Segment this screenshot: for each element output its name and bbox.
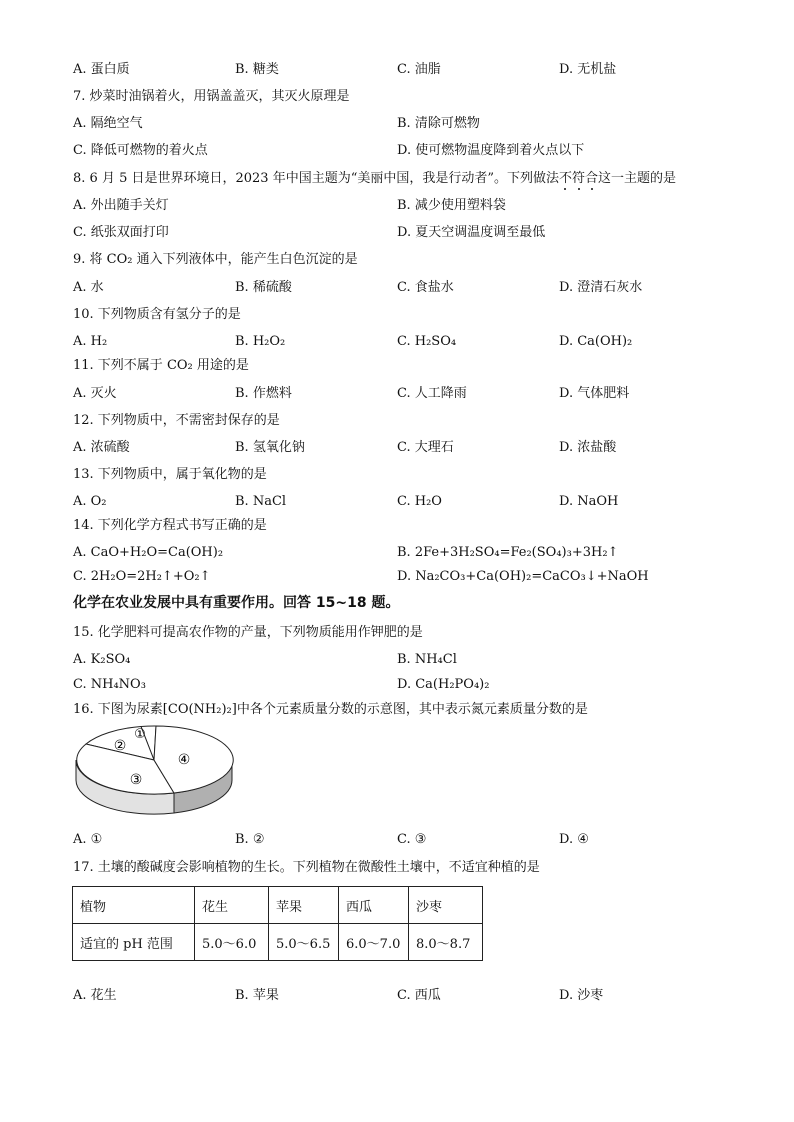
q16-option-d: D. ④ — [559, 832, 589, 847]
q11-option-d: D. 气体肥料 — [559, 386, 630, 401]
q7-option-a: A. 隔绝空气 — [73, 116, 143, 131]
q7-option-d: D. 使可燃物温度降到着火点以下 — [397, 143, 585, 158]
ph-table — [72, 886, 483, 961]
emphasis-dot — [578, 188, 580, 190]
q8-stem: 8. 6 月 5 日是世界环境日，2023 年中国主题为“美丽中国，我是行动者”。下列做法不 符 合 这一主题的是 — [73, 171, 676, 187]
q14-option-a: A. CaO+H₂O=Ca(OH)₂ — [73, 545, 224, 560]
q8-emphasis-char: 合 — [585, 171, 598, 186]
q14-option-c: C. 2H₂O=2H₂↑+O₂↑ — [73, 569, 211, 584]
q14-option-d: D. Na₂CO₃+Ca(OH)₂=CaCO₃↓+NaOH — [397, 569, 649, 584]
q13-option-c: C. H₂O — [397, 494, 442, 509]
q12-option-c: C. 大理石 — [397, 440, 454, 455]
q7-option-b: B. 清除可燃物 — [397, 116, 480, 131]
table-header-cell: 西瓜 — [339, 887, 409, 924]
q13-option-d: D. NaOH — [559, 494, 619, 509]
q14-option-b: B. 2Fe+3H₂SO₄=Fe₂(SO₄)₃+3H₂↑ — [397, 545, 619, 560]
q11-stem: 11. 下列不属于 CO₂ 用途的是 — [73, 358, 249, 373]
q7-option-c: C. 降低可燃物的着火点 — [73, 143, 208, 158]
table-cell: 适宜的 pH 范围 — [73, 924, 195, 961]
table-cell: 6.0～7.0 — [339, 924, 409, 961]
q15-option-b: B. NH₄Cl — [397, 652, 457, 667]
q6-option-d: D. 无机盐 — [559, 62, 617, 77]
q13-option-b: B. NaCl — [235, 494, 287, 509]
q17-option-d: D. 沙枣 — [559, 988, 604, 1003]
q8-emphasis-char: 符 — [572, 171, 585, 186]
emphasis-dot — [564, 188, 566, 190]
table-header-cell: 花生 — [195, 887, 269, 924]
q9-option-c: C. 食盐水 — [397, 280, 454, 295]
table-header-cell: 苹果 — [269, 887, 339, 924]
q17-stem: 17. 土壤的酸碱度会影响植物的生长。下列植物在微酸性土壤中，不适宜种植的是 — [73, 860, 540, 875]
q10-option-a: A. H₂ — [73, 334, 108, 349]
q10-option-c: C. H₂SO₄ — [397, 334, 457, 349]
pie-label-2: ② — [113, 738, 127, 754]
q15-option-a: A. K₂SO₄ — [73, 652, 131, 667]
q17-option-b: B. 苹果 — [235, 988, 279, 1003]
table-row — [73, 887, 483, 924]
pie-label-3: ③ — [129, 772, 143, 788]
q12-option-d: D. 浓盐酸 — [559, 440, 617, 455]
q6-option-a: A. 蛋白质 — [73, 62, 130, 77]
q16-option-b: B. ② — [235, 832, 265, 847]
q15-option-c: C. NH₄NO₃ — [73, 677, 146, 692]
urea-pie-chart — [74, 724, 234, 824]
q11-option-c: C. 人工降雨 — [397, 386, 467, 401]
q11-option-b: B. 作燃料 — [235, 386, 292, 401]
q11-option-a: A. 灭火 — [73, 386, 117, 401]
section-heading: 化学在农业发展中具有重要作用。回答 15~18 题。 — [73, 595, 400, 611]
table-cell: 8.0～8.7 — [409, 924, 483, 961]
q12-option-b: B. 氢氧化钠 — [235, 440, 305, 455]
q12-option-a: A. 浓硫酸 — [73, 440, 130, 455]
q9-option-d: D. 澄清石灰水 — [559, 280, 643, 295]
q8-option-c: C. 纸张双面打印 — [73, 225, 169, 240]
q8-option-a: A. 外出随手关灯 — [73, 198, 169, 213]
q6-option-b: B. 糖类 — [235, 62, 279, 77]
q8-option-d: D. 夏天空调温度调至最低 — [397, 225, 546, 240]
pie-label-4: ④ — [177, 752, 191, 768]
q13-stem: 13. 下列物质中，属于氧化物的是 — [73, 467, 267, 482]
q9-stem: 9. 将 CO₂ 通入下列液体中，能产生白色沉淀的是 — [73, 252, 358, 267]
q9-option-b: B. 稀硫酸 — [235, 280, 292, 295]
q6-option-c: C. 油脂 — [397, 62, 441, 77]
q15-option-d: D. Ca(H₂PO₄)₂ — [397, 677, 490, 692]
table-row — [73, 924, 483, 961]
q10-option-d: D. Ca(OH)₂ — [559, 334, 633, 349]
q8-emphasis-char: 不 — [559, 171, 572, 186]
table-header-cell: 植物 — [73, 887, 195, 924]
pie-label-1: ① — [134, 727, 146, 742]
table-cell: 5.0～6.0 — [195, 924, 269, 961]
q16-option-a: A. ① — [73, 832, 103, 847]
q16-stem: 16. 下图为尿素[CO(NH₂)₂]中各个元素质量分数的示意图，其中表示氮元素质量分数的是 — [73, 702, 588, 717]
q17-option-c: C. 西瓜 — [397, 988, 441, 1003]
q17-option-a: A. 花生 — [73, 988, 117, 1003]
q9-option-a: A. 水 — [73, 280, 104, 295]
q10-stem: 10. 下列物质含有氢分子的是 — [73, 307, 241, 322]
q12-stem: 12. 下列物质中，不需密封保存的是 — [73, 413, 280, 428]
q13-option-a: A. O₂ — [73, 494, 107, 509]
q10-option-b: B. H₂O₂ — [235, 334, 286, 349]
q16-option-c: C. ③ — [397, 832, 427, 847]
q14-stem: 14. 下列化学方程式书写正确的是 — [73, 518, 267, 533]
q8-option-b: B. 减少使用塑料袋 — [397, 198, 506, 213]
table-cell: 5.0～6.5 — [269, 924, 339, 961]
q7-stem: 7. 炒菜时油锅着火，用锅盖盖灭，其灭火原理是 — [73, 89, 350, 104]
q15-stem: 15. 化学肥料可提高农作物的产量，下列物质能用作钾肥的是 — [73, 625, 423, 640]
emphasis-dot — [591, 188, 593, 190]
table-header-cell: 沙枣 — [409, 887, 483, 924]
